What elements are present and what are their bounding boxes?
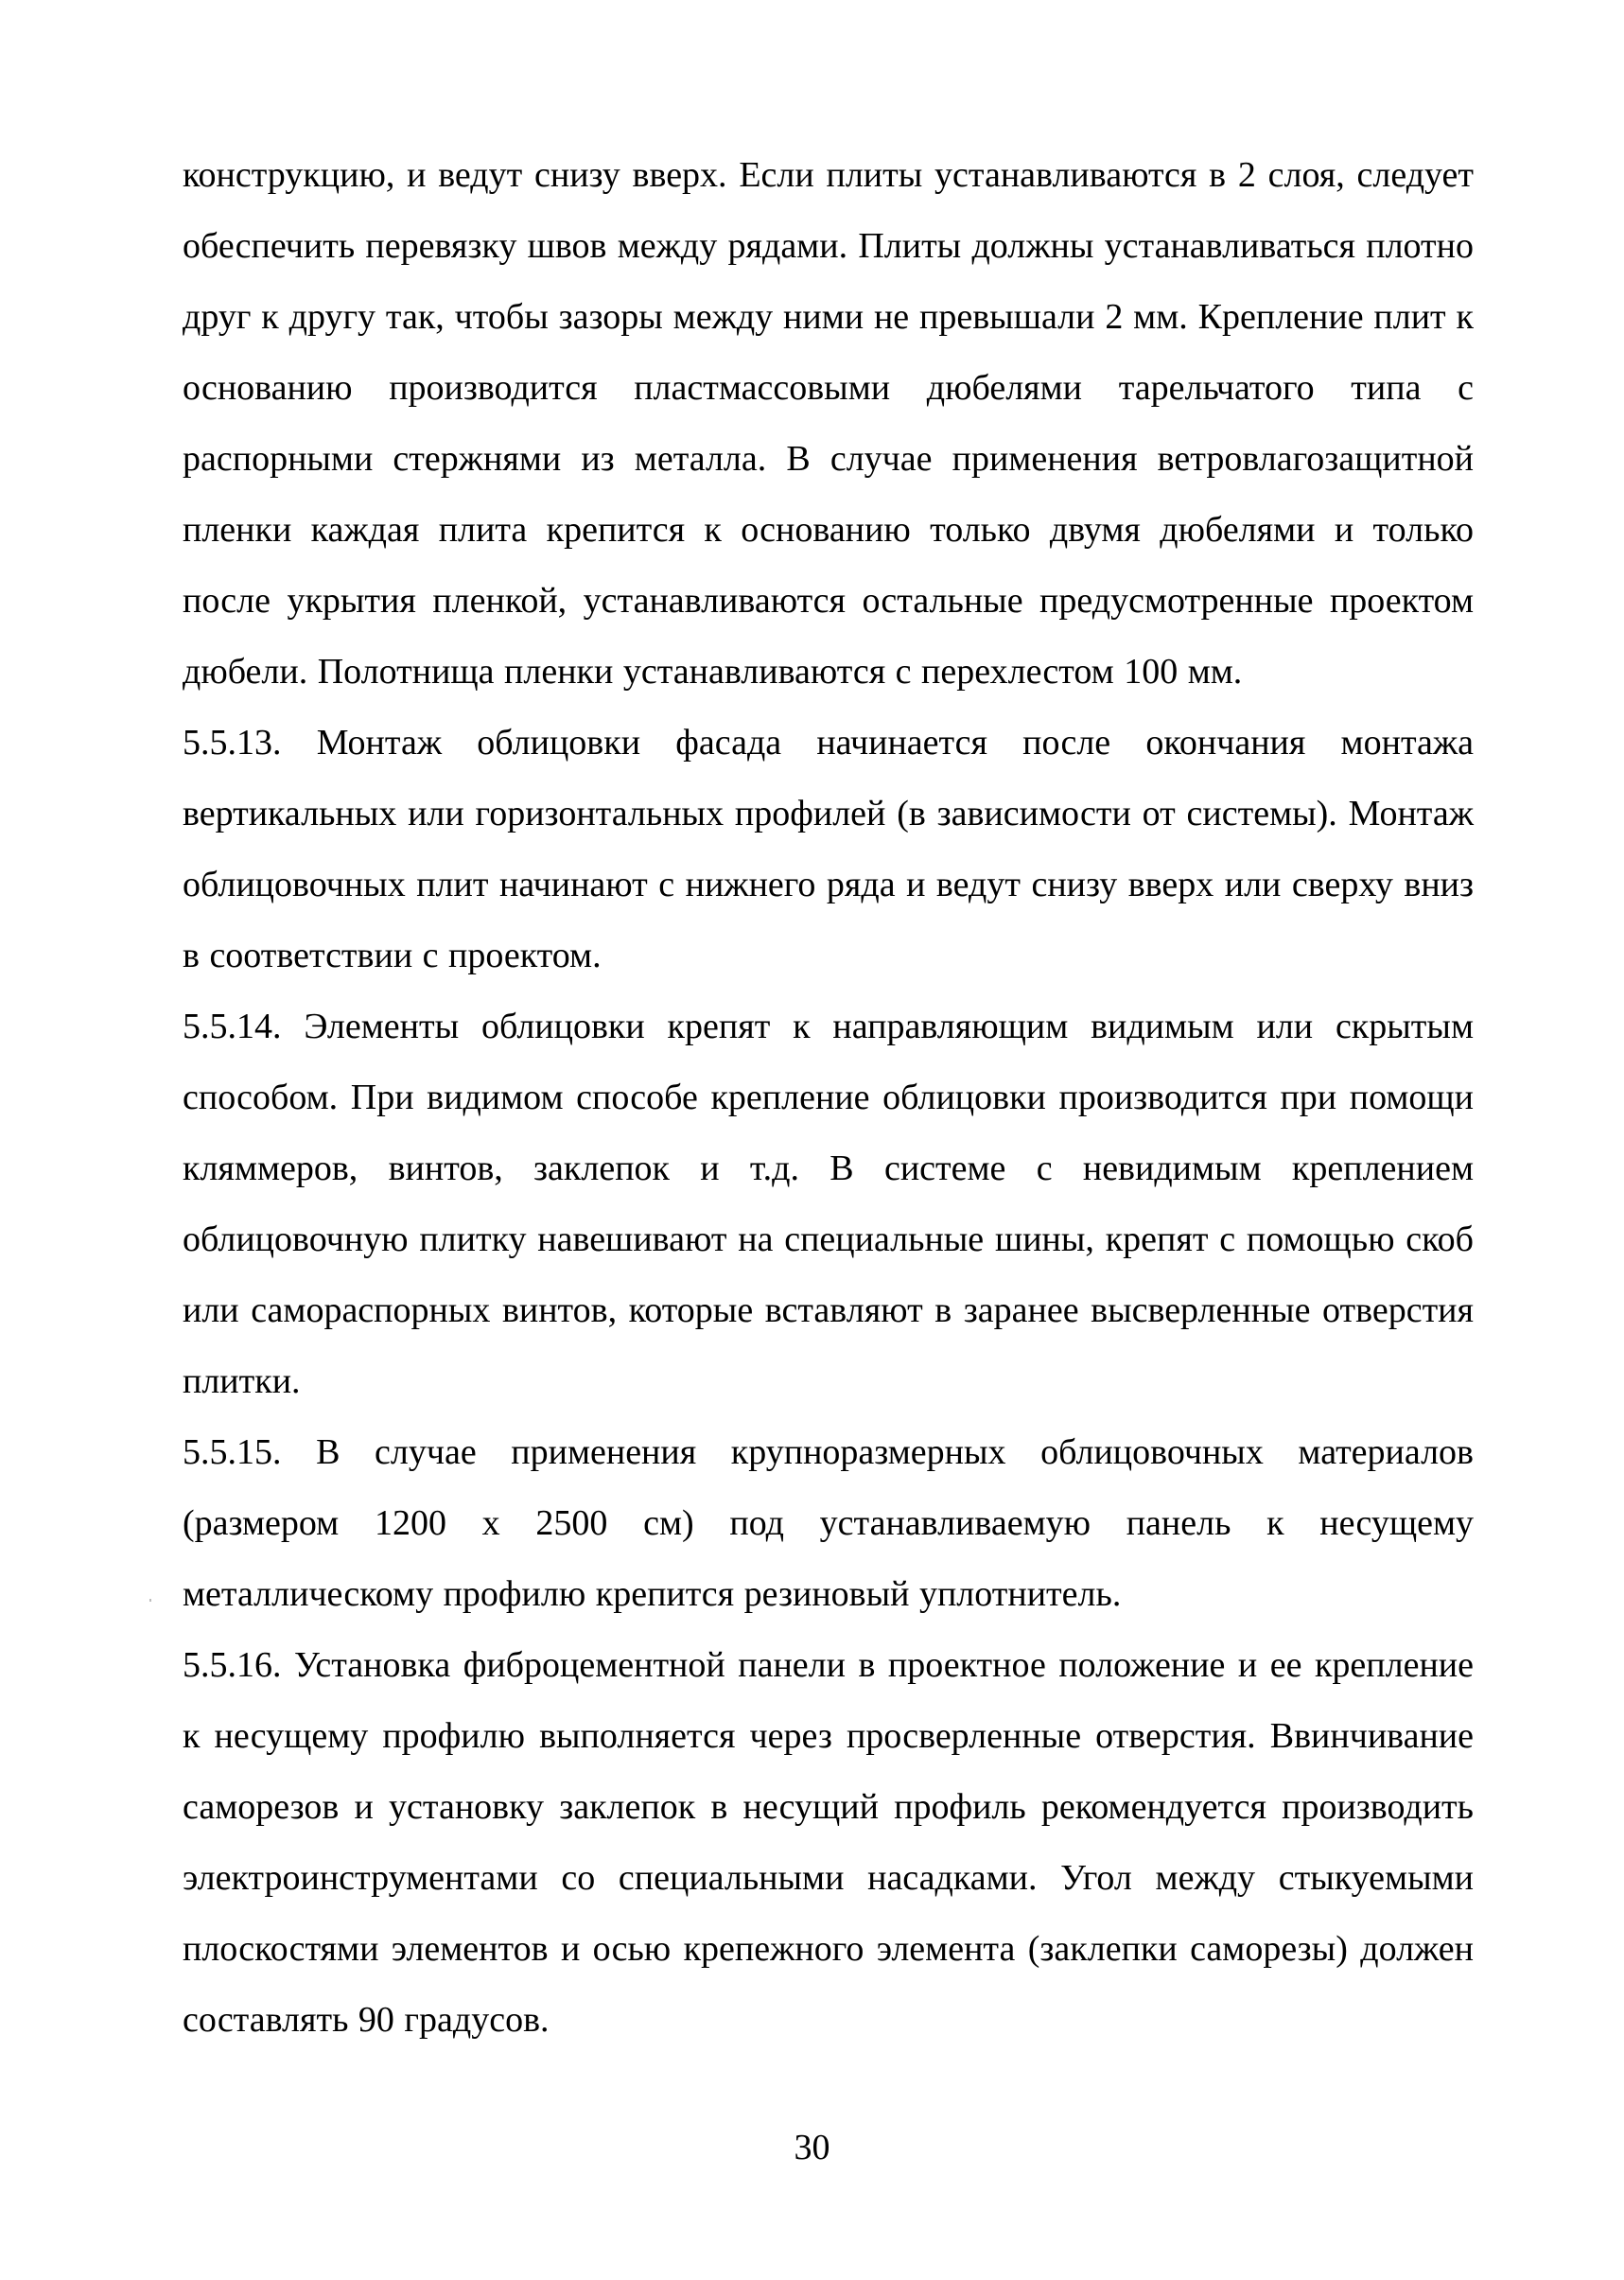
- paragraph-5-5-15: 5.5.15. В случае применения крупноразмерных облицовочных материалов (размером 1200 х 2500 см) под устанавливаемую панель к несущему металлическому профилю крепится резиновый уплотнитель.: [183, 1432, 1474, 1614]
- paragraph-5-5-16: 5.5.16. Установка фиброцементной панели в проектное положение и ее крепление к несущему профилю выполняется через просверленные отверстия. Ввинчивание саморезов и установку заклепок в несущий профиль рекомендуется производить электроинструментами со специальными насадками. Угол между стыкуемыми плоскостями элементов и осью крепежного элемента (заклепки саморезы) должен составлять 90 градусов.: [183, 1645, 1474, 2040]
- paragraph-5-5-14: 5.5.14. Элементы облицовки крепят к направляющим видимым или скрытым способом. При видимом способе крепление облицовки производится при помощи кляммеров, винтов, заклепок и т.д. В системе с невидимым креплением облицовочную плитку навешивают на специальные шины, крепят с помощью скоб или самораспорных винтов, которые вставляют в заранее высверленные отверстия плитки.: [183, 1007, 1474, 1401]
- page-number: 30: [794, 2128, 830, 2167]
- paragraph-continuation: конструкцию, и ведут снизу вверх. Если плиты устанавливаются в 2 слоя, следует обеспечить перевязку швов между рядами. Плиты должны устанавливаться плотно друг к другу так, чтобы зазоры между ними не превышали 2 мм. Крепление плит к основанию производится пластмассовыми дюбелями тарельчатого типа с распорными стержнями из металла. В случае применения ветровлагозащитной пленки каждая плита крепится к основанию только двумя дюбелями и только после укрытия пленкой, устанавливаются остальные предусмотренные проектом дюбели. Полотнища пленки устанавливаются с перехлестом 100 мм.: [183, 155, 1474, 692]
- document-page: [183, 140, 1474, 2056]
- scan-speck: [149, 1599, 151, 1602]
- paragraph-5-5-13: 5.5.13. Монтаж облицовки фасада начинается после окончания монтажа вертикальных или горизонтальных профилей (в зависимости от системы). Монтаж облицовочных плит начинают с нижнего ряда и ведут снизу вверх или сверху вниз в соответствии с проектом.: [183, 723, 1474, 975]
